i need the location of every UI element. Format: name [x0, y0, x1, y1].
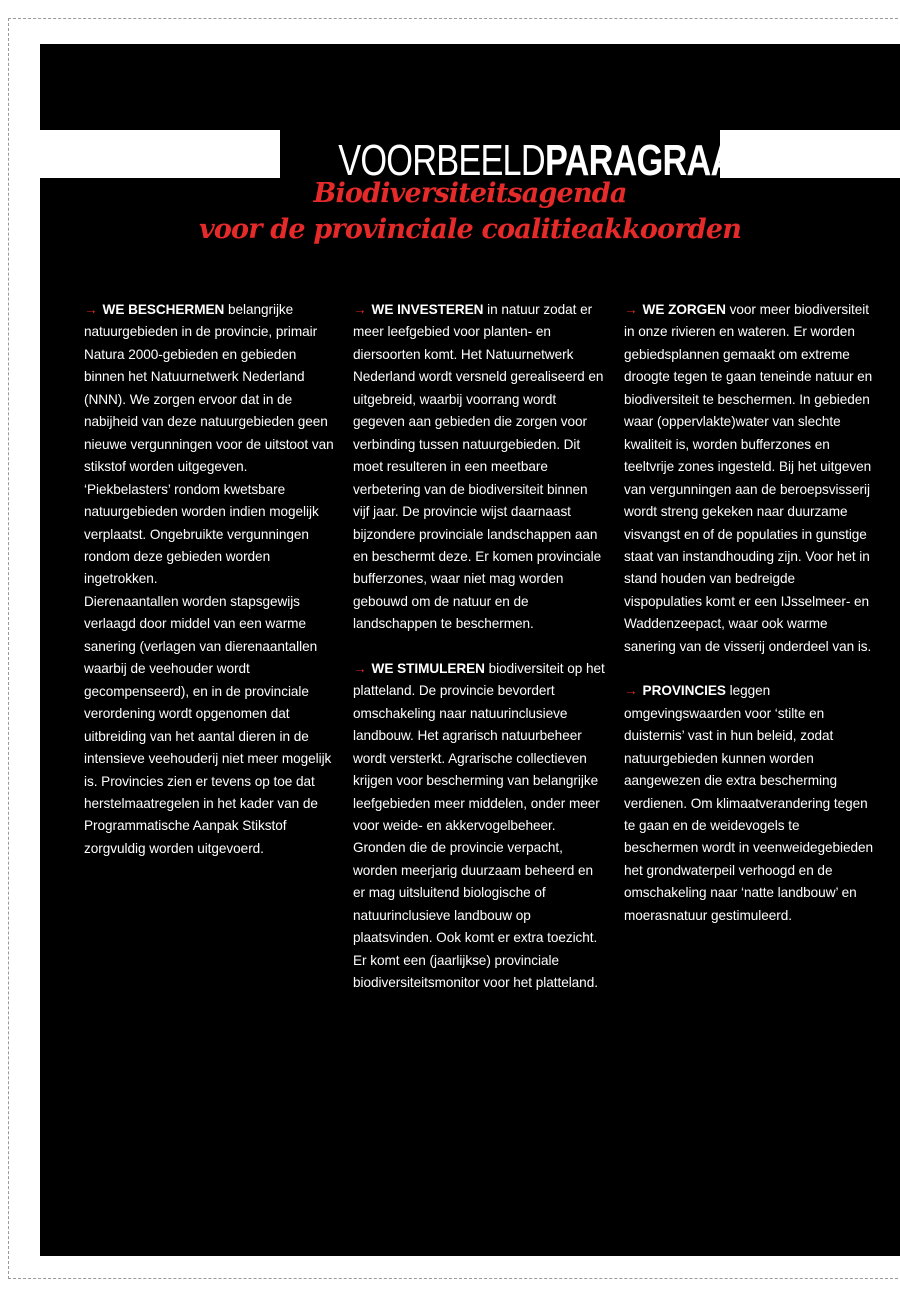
paragraph-beschermen	[84, 299, 336, 591]
column-3	[624, 299, 876, 927]
arrow-icon: →	[84, 302, 98, 317]
paragraph-zorgen	[624, 299, 876, 658]
paragraph-investeren	[353, 299, 605, 636]
subtitle	[40, 176, 900, 248]
paragraph-text: voor meer biodiversiteit in onze rivieren en wateren. Er worden gebiedsplannen gemaakt om extreme droogte tegen te gaan teneinde natuur en biodiversiteit te beschermen. In gebieden waar (oppervlakte)water van slechte kwaliteit is, worden bufferzones en teeltvrije zones ingesteld. Bij het uitgeven van vergunningen aan de beroepsvisserij wordt streng gekeken naar duurzame visvangst en of de populaties in gunstige staat van instandhouding zijn. Voor het in stand houden van bedreigde vispopulaties komt er een IJsselmeer- en Waddenzeepact, waar ook warme sanering van de visserij onderdeel van is.	[624, 302, 873, 654]
paragraph-dierenaantallen	[84, 591, 336, 860]
paragraph-provincies	[624, 680, 876, 927]
column-2	[353, 299, 605, 995]
subtitle-line-2: voor de provinciale coalitieakkoorden	[198, 214, 742, 245]
arrow-icon: →	[353, 302, 367, 317]
paragraph-lead: WE STIMULEREN	[371, 660, 485, 676]
paragraph-lead: PROVINCIES	[642, 683, 726, 699]
paragraph-stimuleren	[353, 658, 605, 995]
arrow-icon: →	[624, 683, 638, 699]
arrow-icon: →	[353, 660, 367, 676]
column-1	[84, 299, 336, 860]
paragraph-text: biodiversiteit op het platteland. De provincie bevordert omschakeling naar natuurinclusieve landbouw. Het agrarisch natuurbeheer wordt versterkt. Agrarische collectieven krijgen voor bescherming van belangrijke leefgebieden meer middelen, onder meer voor weide- en akkervogelbeheer. Gronden die de provincie verpacht, worden meerjarig duurzaam beheerd en er mag uitsluitend biologische of natuurinclusieve landbouw op plaatsvinden. Ook komt er extra toezicht. Er komt een (jaarlijkse) provinciale biodiversiteitsmonitor voor het platteland.	[353, 660, 605, 991]
paragraph-lead: WE BESCHERMEN	[102, 302, 225, 317]
paragraph-lead: WE ZORGEN	[642, 302, 726, 317]
paragraph-text: Dierenaantallen worden stapsgewijs verlaagd door middel van een warme sanering (verlagen van dierenaantallen waarbij de veehouder wordt gecompenseerd), en in de provinciale verordening wordt opgenomen dat uitbreiding van het aantal dieren in de intensieve veehouderij niet meer mogelijk is. Provincies zien er tevens op toe dat herstelmaatregelen in het kader van de Programmatische Aanpak Stikstof zorgvuldig worden uitgevoerd.	[84, 593, 332, 856]
subtitle-line-1: Biodiversiteitsagenda	[313, 178, 627, 209]
arrow-icon: →	[624, 302, 638, 317]
title-light: VOORBEELD	[338, 136, 545, 185]
article-panel	[40, 44, 900, 1256]
paragraph-lead: WE INVESTEREN	[371, 302, 484, 317]
paragraph-text: leggen omgevingswaarden voor ‘stilte en duisternis’ vast in hun beleid, zodat natuurgebieden kunnen worden aangewezen die extra bescherming verdienen. Om klimaatverandering tegen te gaan en de weidevogels te beschermen wordt in veenweidegebieden het grondwaterpeil verhoogd en de omschakeling naar ‘natte landbouw’ en moerasnatuur gestimuleerd.	[624, 683, 874, 923]
paragraph-text: in natuur zodat er meer leefgebied voor planten- en diersoorten komt. Het Natuurnetwerk Nederland wordt versneld gerealiseerd en uitgebreid, waarbij voorrang wordt gegeven aan gebieden die zorgen voor verbinding tussen natuurgebieden. Dit moet resulteren in een meetbare verbetering van de biodiversiteit binnen vijf jaar. De provincie wijst daarnaast bijzondere provinciale landschappen aan en beschermt deze. Er komen provinciale bufferzones, waar niet mag worden gebouwd om de natuur en de landschappen te beschermen.	[353, 302, 604, 632]
title-bold: PARAGRAAF	[544, 136, 755, 185]
paragraph-text: belangrijke natuurgebieden in de provincie, primair Natura 2000-gebieden en gebieden binnen het Natuurnetwerk Nederland (NNN). We zorgen ervoor dat in de nabijheid van deze natuurgebieden geen nieuwe vergunningen voor de uitstoot van stikstof worden uitgegeven. ‘Piekbelasters’ rondom kwetsbare natuurgebieden worden indien mogelijk verplaatst. Ongebruikte vergunningen rondom deze gebieden worden ingetrokken.	[84, 302, 334, 587]
